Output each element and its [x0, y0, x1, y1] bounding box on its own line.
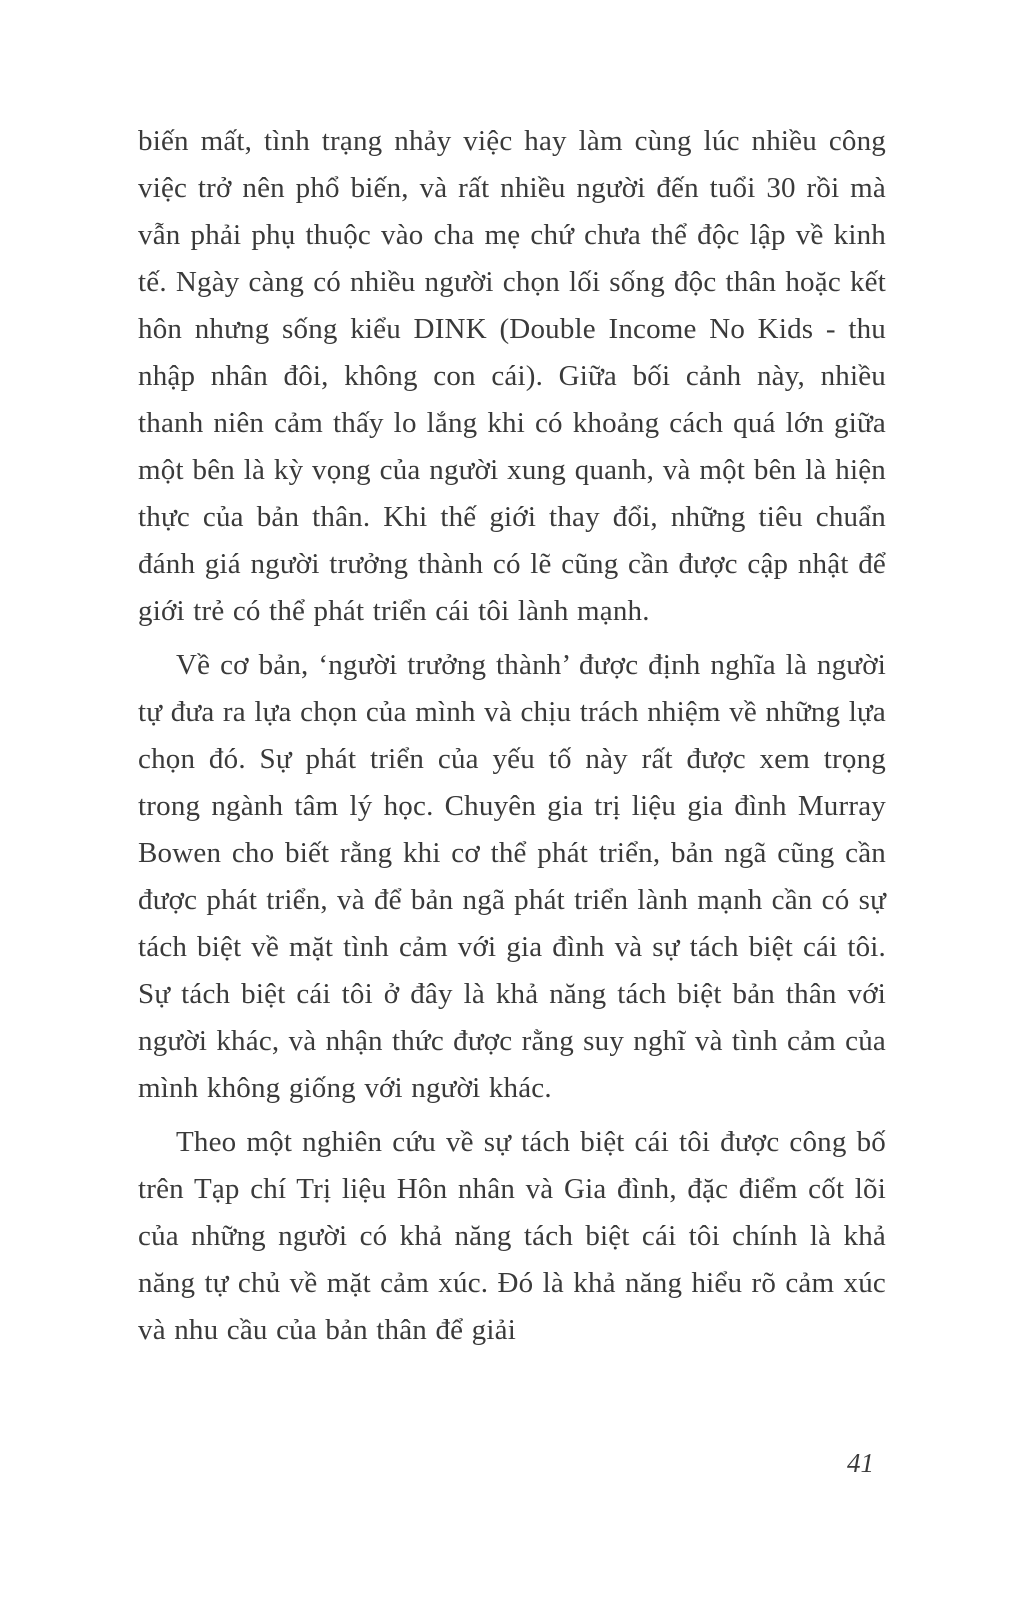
body-text	[138, 118, 886, 1361]
paragraph: Theo một nghiên cứu về sự tách biệt cái tôi được công bố trên Tạp chí Trị liệu Hôn nhân và Gia đình, đặc điểm cốt lõi của những người có khả năng tách biệt cái tôi chính là khả năng tự chủ về mặt cảm xúc. Đó là khả năng hiểu rõ cảm xúc và nhu cầu của bản thân để giải	[138, 1126, 886, 1346]
paragraph: biến mất, tình trạng nhảy việc hay làm cùng lúc nhiều công việc trở nên phổ biến, và rất nhiều người đến tuổi 30 rồi mà vẫn phải phụ thuộc vào cha mẹ chứ chưa thể độc lập về kinh tế. Ngày càng có nhiều người chọn lối sống độc thân hoặc kết hôn nhưng sống kiểu DINK (Double Income No Kids - thu nhập nhân đôi, không con cái). Giữa bối cảnh này, nhiều thanh niên cảm thấy lo lắng khi có khoảng cách quá lớn giữa một bên là kỳ vọng của người xung quanh, và một bên là hiện thực của bản thân. Khi thế giới thay đổi, những tiêu chuẩn đánh giá người trưởng thành có lẽ cũng cần được cập nhật để giới trẻ có thể phát triển cái tôi lành mạnh.	[138, 125, 886, 627]
page-number: 41	[847, 1448, 874, 1478]
paragraph: Về cơ bản, ‘người trưởng thành’ được định nghĩa là người tự đưa ra lựa chọn của mình và chịu trách nhiệm về những lựa chọn đó. Sự phát triển của yếu tố này rất được xem trọng trong ngành tâm lý học. Chuyên gia trị liệu gia đình Murray Bowen cho biết rằng khi cơ thể phát triển, bản ngã cũng cần được phát triển, và để bản ngã phát triển lành mạnh cần có sự tách biệt về mặt tình cảm với gia đình và sự tách biệt cái tôi. Sự tách biệt cái tôi ở đây là khả năng tách biệt bản thân với người khác, và nhận thức được rằng suy nghĩ và tình cảm của mình không giống với người khác.	[138, 649, 886, 1104]
